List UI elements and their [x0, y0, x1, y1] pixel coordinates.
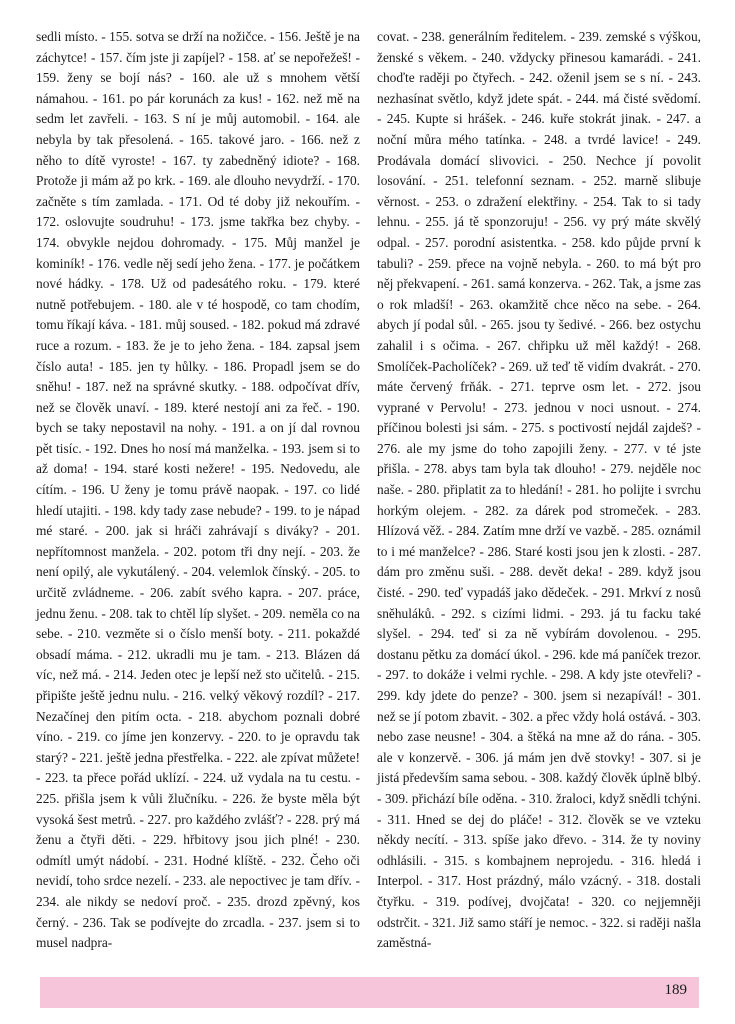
- answer-key-page: [36, 27, 701, 972]
- two-column-text: [36, 27, 701, 954]
- left-column: [36, 27, 360, 954]
- left-column-text: sedli místo. - 155. sotva se drží na nožičce. - 156. Ještě je na záchytce! - 157. čím jste ji zapíjel? - 158. ať se nepořežeš! - 159. ženy se bojí nás? - 160. ale už s mnohem větší námahou. - 161. po pár korunách za kus! - 162. než mě na sedm let zavřeli. - 163. S ní je můj automobil. - 164. ale nebyla by tak přesolená. - 165. takové jaro. - 166. než z něho to dítě vyroste! - 167. ty zabedněný idiote? - 168. Protože ji mám až po krk. - 169. ale dlouho nevydrží. - 170. začněte s tím zamlada. - 171. Od té doby již nekouřím. - 172. oslovujte soudruhu! - 173. jsme takřka bez chyby. - 174. obvykle nejdou dohromady. - 175. Můj manžel je kominík! - 176. vedle něj sedí jeho žena. - 177. je počátkem nové hádky. - 178. Už od padesátého roku. - 179. které nutně potřebujem. - 180. ale v té hospodě, co tam chodím, tomu říkají káva. - 181. můj soused. - 182. pokud má zdravé ruce a rozum. - 183. že je to jeho žena. - 184. zapsal jsem číslo auta! - 185. jen ty hůlky. - 186. Propadl jsem se do sněhu! - 187. než na správné skutky. - 188. odpočívat dřív, než se člověk unaví. - 189. které nestojí ani za řeč. - 190. bych se taky nepostavil na nohy. - 191. a on jí dal rovnou pět tisíc. - 192. Dnes ho nosí má manželka. - 193. jsem si to až doma! - 194. staré kosti nežere! - 195. Nedovedu, ale cítím. - 196. U ženy je tomu právě naopak. - 197. co lidé hledí utajiti. - 198. kdy tady zase nebude? - 199. to je nápad mé staré. - 200. jak si hráči zahrávají s diváky? - 201. nepřítomnost manžela. - 202. potom tři dny nejí. - 203. že není opilý, ale vykutálený. - 204. velemlok čínský. - 205. to určitě zvládneme. - 206. zabít svého kapra. - 207. práce, jednu ženu. - 208. tak to chtěl líp slyšet. - 209. neměla co na sebe. - 210. vezměte si o číslo menší boty. - 211. pokaždé obsadí máma. - 212. ukradli mu je tam. - 213. Blázen dá víc, než má. - 214. Jeden otec je lepší než sto učitelů. - 215. připište ještě jednu nulu. - 216. velký věkový rozdíl? - 217. Nezačínej den pitím octa. - 218. abychom poznali dobré víno. - 219. co jíme jen konzervy. - 220. to je opravdu tak starý? - 221. ještě jedna přestřelka. - 222. ale zpívat můžete! - 223. ta přece pořád uklízí. - 224. už vydala na tu cestu. - 225. přišla jsem k vůli žlučníku. - 226. že byste měla být vysoká šest metrů. - 227. pro každého zvlášť? - 228. prý má ženu a čtyři děti. - 229. hřbitovy jsou jich plné! - 230. odmítl umýt nádobí. - 231. Hodné klíště. - 232. Čeho oči nevidí, toho srdce nezelí. - 233. ale nepoctivec je tam dřív. - 234. ale nikdy se nedoví proč. - 235. drozd zpěvný, kos černý. - 236. Tak se podívejte do zrcadla. - 237. jsem si to musel nadpra-: [36, 29, 360, 951]
- right-column: [377, 27, 701, 954]
- footer-band: [40, 977, 699, 1008]
- page-number: 189: [664, 982, 687, 998]
- right-column-text: covat. - 238. generálním ředitelem. - 239. zemské s výškou, ženské s věkem. - 240. vždycky přinesou kamarádi. - 241. choďte raději po čtyřech. - 242. oženil jsem se s ní. - 243. nezhasínat světlo, když jdete spát. - 244. má čisté svědomí. - 245. Kupte si hrášek. - 246. kuře stokrát jinak. - 247. a noční můra mého tatínka. - 248. a tvrdé lavice! - 249. Prodávala domácí slivovici. - 250. Nechce jí povolit losování. - 251. telefonní seznam. - 252. marně slibuje věrnost. - 253. o zdražení elektřiny. - 254. Tak to si tady lehnu. - 255. já tě sponzoruju! - 256. vy prý máte skvělý odpal. - 257. porodní asistentka. - 258. kdo půjde první k tabuli? - 259. přece na vojně nebyla. - 260. to má být pro něj překvapení. - 261. samá konzerva. - 262. Tak, a jsme zas o rok mladší! - 263. okamžitě chce něco na sebe. - 264. abych jí podal sůl. - 265. jsou ty šedivé. - 266. bez ostychu zahalil i s očima. - 267. chřipku už měl každý! - 268. Smolíček-Pacholíček? - 269. už teď tě vidím dvakrát. - 270. máte červený frňák. - 271. teprve osm let. - 272. jsou vyprané v Pervolu! - 273. jednou v noci usnout. - 274. příčinou bolesti jsi sám. - 275. s poctivostí nejdál zajdeš? - 276. ale my jsme do toho zapojili ženy. - 277. v té jste přišla. - 278. abys tam byla tak dlouho! - 279. nejděle noc naše. - 280. připlatit za to hledání! - 281. ho polijte i svrchu horkým olejem. - 282. za dárek pod stromeček. - 283. Hlízová věž. - 284. Zatím mne drží ve vazbě. - 285. oznámil to i mé manželce? - 286. Staré kosti jsou jen k zlosti. - 287. dám pro změnu suši. - 288. devět deka! - 289. když jsou čisté. - 290. teď vypadáš jako dědeček. - 291. Mrkví z nosů sněhuláků. - 292. s cizími lidmi. - 293. já tu facku také slyšel. - 294. teď si za ně vybírám dovolenou. - 295. dostanu pětku za domácí úkol. - 296. kde má paníček trezor. - 297. to dokáže i velmi rychle. - 298. A kdy jste otevřeli? - 299. kdy jdete do penze? - 300. jsem si nezapívál! - 301. než se jí potom zbavit. - 302. a přec vždy holá ostává. - 303. nebo zase neusne! - 304. a štěká na mne až do rána. - 305. ale v konzervě. - 306. já mám jen dvě stovky! - 307. si je jistá především sama sebou. - 308. každý člověk úplně blbý. - 309. přichází bíle oděna. - 310. žraloci, když snědli tchýni. - 311. Hned se dej do pláče! - 312. člověk se ve vzteku někdy necítí. - 313. spíše jako dřevo. - 314. že ty noviny odhlásili. - 315. s kombajnem neprojedu. - 316. hledá i Interpol. - 317. Host prázdný, málo vzácný. - 318. dostali čtyřku. - 319. podívej, dvojčata! - 320. co nejjemněji odstrčit. - 321. Již samo stáří je nemoc. - 322. si raději našla zaměstná-: [377, 29, 701, 951]
